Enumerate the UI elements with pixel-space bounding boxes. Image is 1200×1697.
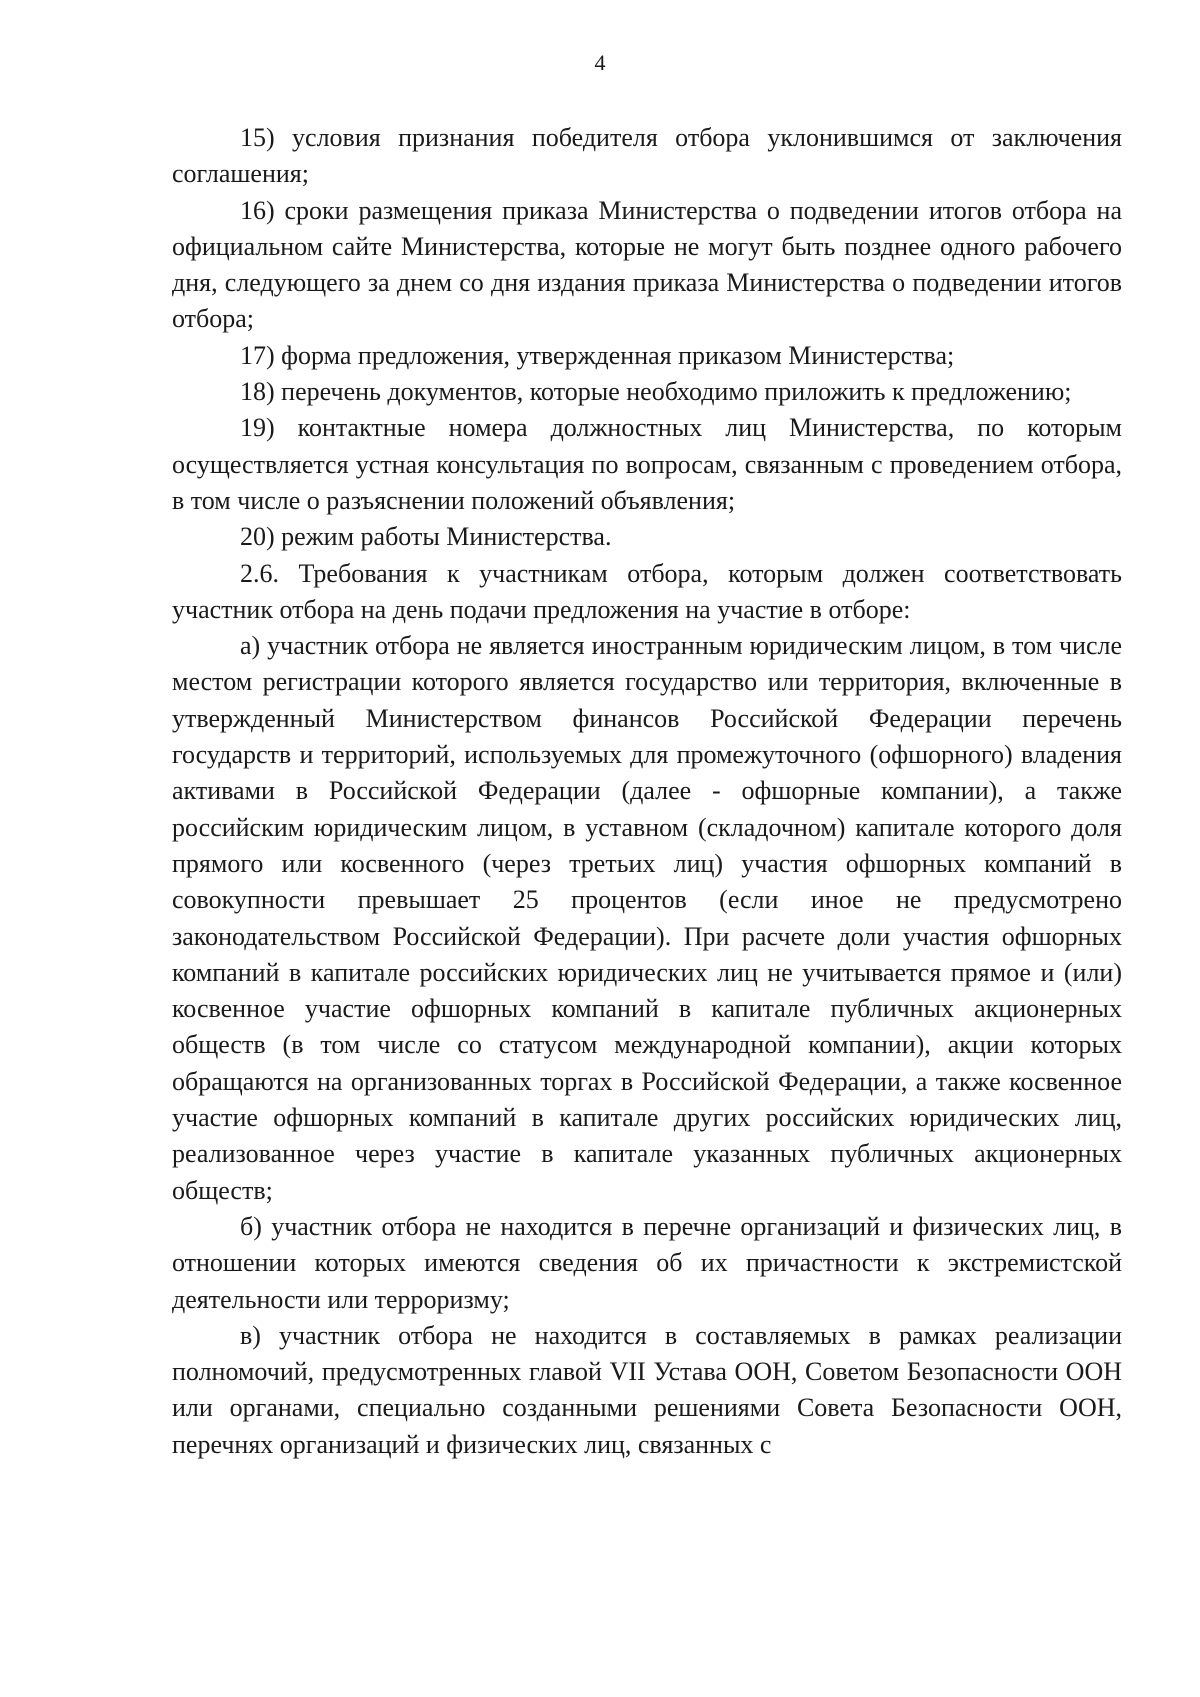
paragraph-item-17: 17) форма предложения, утвержденная приказом Министерства; [240,340,955,370]
page-number: 4 [594,50,606,75]
paragraph-item-16: 16) сроки размещения приказа Министерства о подведении итогов отбора на официальном сайте Министерства, которые не могут быть позднее одного рабочего дня, следующего за днем со дня издания приказа Министерства о подведении итогов отбора; [172,195,1122,334]
paragraph-requirement-a: а) участник отбора не является иностранным юридическим лицом, в том числе местом регистрации которого является государство или территория, включенные в утвержденный Министерством финансов Российской Федерации перечень государств и территорий, используемых для промежуточного (офшорного) владения активами в Российской Федерации (далее - офшорные компании), а также российским юридическим лицом, в уставном (складочном) капитале которого доля прямого или косвенного (через третьих лиц) участия офшорных компаний в совокупности превышает 25 процентов (если иное не предусмотрено законодательством Российской Федерации). При расчете доли участия офшорных компаний в капитале российских юридических лиц не учитывается прямое и (или) косвенное участие офшорных компаний в капитале публичных акционерных обществ (в том числе со статусом международной компании), акции которых обращаются на организованных торгах в Российской Федерации, а также косвенное участие офшорных компаний в капитале других российских юридических лиц, реализованное через участие в капитале указанных публичных акционерных обществ; [172,631,1122,1205]
paragraph-requirement-b: б) участник отбора не находится в перечне организаций и физических лиц, в отношении которых имеются сведения об их причастности к экстремистской деятельности или терроризму; [172,1211,1122,1314]
paragraph-item-18: 18) перечень документов, которые необходимо приложить к предложению; [240,377,1072,407]
paragraph-item-19: 19) контактные номера должностных лиц Министерства, по которым осуществляется устная консультация по вопросам, связанным с проведением отбора, в том числе о разъяснении положений объявления; [172,413,1122,515]
paragraph-section-2-6: 2.6. Требования к участникам отбора, которым должен соответствовать участник отбора на день подачи предложения на участие в отборе: [172,558,1122,624]
paragraph-item-15: 15) условия признания победителя отбора уклонившимся от заключения соглашения; [172,123,1122,189]
document-body [172,120,1122,1463]
paragraph-requirement-v: в) участник отбора не находится в составляемых в рамках реализации полномочий, предусмотренных главой VII Устава ООН, Советом Безопасности ООН или органами, специально созданными решениями Совета Безопасности ООН, перечнях организаций и физических лиц, связанных с [172,1320,1122,1459]
paragraph-item-20: 20) режим работы Министерства. [240,522,612,552]
